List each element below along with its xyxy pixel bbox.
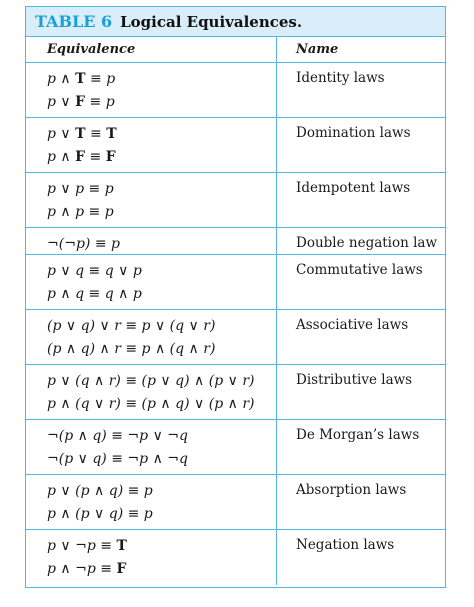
law-name: Negation laws (296, 537, 395, 553)
header-name: Name (296, 42, 339, 57)
equivalence-cell (26, 365, 277, 419)
equivalence-line: p ∧ p ≡ p (47, 204, 114, 220)
table-number: TABLE 6 (35, 12, 113, 31)
equivalence-line: ¬(p ∨ q) ≡ ¬p ∧ ¬q (47, 451, 188, 467)
equivalence-line: p ∨ (p ∧ q) ≡ p (47, 483, 153, 499)
law-name: Associative laws (296, 317, 409, 333)
equivalence-cell (26, 475, 277, 529)
law-name: Distributive laws (296, 372, 413, 388)
table-row-idempotent (26, 173, 445, 228)
law-name: Double negation law (296, 235, 438, 251)
equivalence-cell (26, 63, 277, 117)
table-row-commutative (26, 255, 445, 310)
law-name: Domination laws (296, 125, 411, 141)
equivalence-cell (26, 228, 277, 254)
table-row-de-morgan (26, 420, 445, 475)
equivalence-line: p ∧ (p ∨ q) ≡ p (47, 506, 153, 522)
equivalence-line: ¬(p ∧ q) ≡ ¬p ∨ ¬q (47, 428, 188, 444)
table-header-row (26, 37, 445, 63)
equivalence-line: p ∨ ¬p ≡ T (47, 538, 127, 554)
logical-equivalences-table (25, 6, 446, 588)
equivalence-line: p ∧ T ≡ p (47, 71, 116, 87)
law-name: Identity laws (296, 70, 385, 86)
table-caption (26, 7, 445, 37)
equivalence-cell (26, 530, 277, 585)
law-name: Idempotent laws (296, 180, 411, 196)
equivalence-line: p ∧ (q ∨ r) ≡ (p ∧ q) ∨ (p ∧ r) (47, 396, 255, 412)
equivalence-cell (26, 310, 277, 364)
equivalence-line: p ∧ q ≡ q ∧ p (47, 286, 142, 302)
equivalence-line: ¬(¬p) ≡ p (47, 236, 120, 252)
equivalence-line: p ∨ F ≡ p (47, 94, 115, 110)
equivalence-cell (26, 118, 277, 172)
table-row-absorption (26, 475, 445, 530)
table-row-double-negation (26, 228, 445, 255)
equivalence-line: p ∨ T ≡ T (47, 126, 117, 142)
equivalence-line: p ∧ ¬p ≡ F (47, 561, 127, 577)
table-row-identity (26, 63, 445, 118)
equivalence-line: p ∨ p ≡ p (47, 181, 114, 197)
header-equivalence: Equivalence (26, 37, 277, 62)
table-row-distributive (26, 365, 445, 420)
equivalence-cell (26, 420, 277, 474)
equivalence-line: (p ∧ q) ∧ r ≡ p ∧ (q ∧ r) (47, 341, 216, 357)
table-title: Logical Equivalences. (120, 12, 303, 31)
table-row-associative (26, 310, 445, 365)
equivalence-cell (26, 255, 277, 309)
equivalence-line: p ∨ q ≡ q ∨ p (47, 263, 142, 279)
equivalence-cell (26, 173, 277, 227)
law-name: De Morgan’s laws (296, 427, 420, 443)
table-row-negation (26, 530, 445, 585)
equivalence-line: (p ∨ q) ∨ r ≡ p ∨ (q ∨ r) (47, 318, 216, 334)
law-name: Commutative laws (296, 262, 423, 278)
equivalence-line: p ∧ F ≡ F (47, 149, 116, 165)
law-name: Absorption laws (296, 482, 407, 498)
equivalence-line: p ∨ (q ∧ r) ≡ (p ∨ q) ∧ (p ∨ r) (47, 373, 255, 389)
table-row-domination (26, 118, 445, 173)
